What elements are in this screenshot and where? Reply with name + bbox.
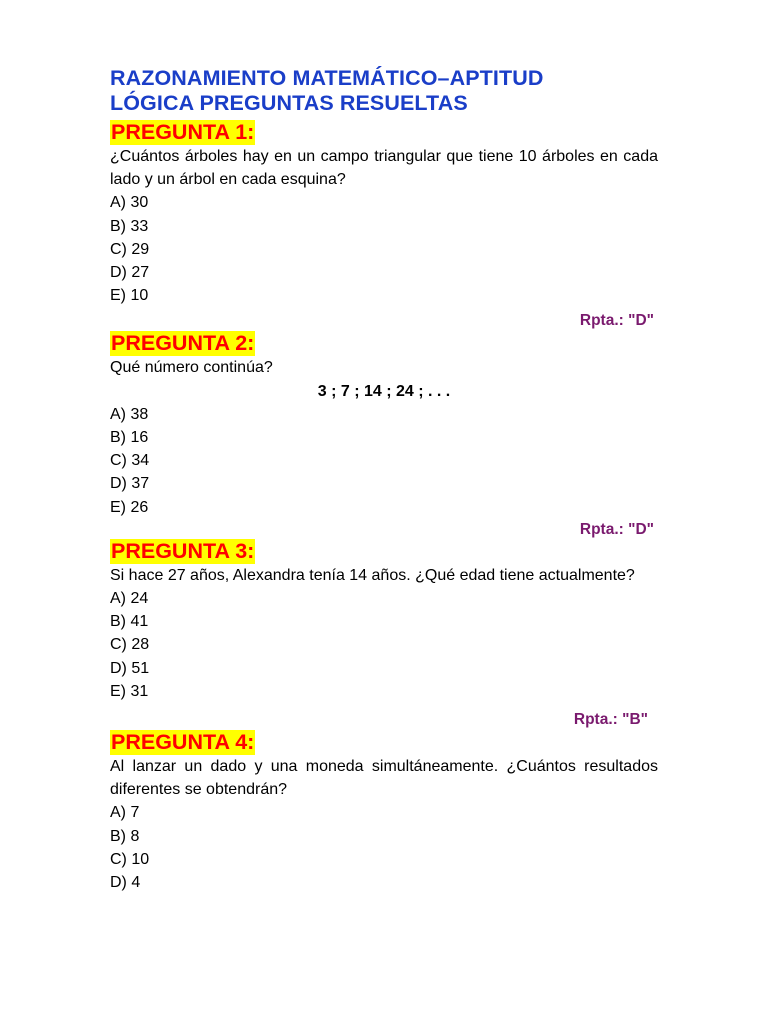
question-3 bbox=[110, 539, 658, 731]
question-4-text: Al lanzar un dado y una moneda simultáneamente. ¿Cuántos resultados diferentes se obtendrán? bbox=[110, 758, 658, 799]
option: C) 28 bbox=[110, 636, 150, 654]
title-line-2: LÓGICA PREGUNTAS RESUELTAS bbox=[110, 91, 468, 115]
question-2-answer: Rpta.: "D" bbox=[579, 520, 654, 538]
option: E) 26 bbox=[110, 498, 149, 516]
option: D) 27 bbox=[110, 264, 150, 282]
question-1 bbox=[110, 120, 658, 332]
question-1-options bbox=[110, 191, 658, 307]
question-3-heading: PREGUNTA 3: bbox=[111, 538, 255, 563]
question-2-heading: PREGUNTA 2: bbox=[111, 331, 255, 356]
option: C) 29 bbox=[110, 240, 150, 258]
question-2-sequence: 3 ; 7 ; 14 ; 24 ; . . . bbox=[317, 382, 451, 400]
question-2-options bbox=[110, 403, 658, 519]
document-page bbox=[110, 66, 658, 894]
question-1-heading: PREGUNTA 1: bbox=[111, 120, 255, 144]
option: A) 30 bbox=[110, 194, 149, 212]
option: A) 7 bbox=[110, 804, 140, 822]
question-3-text: Si hace 27 años, Alexandra tenía 14 años. ¿Qué edad tiene actualmente? bbox=[110, 566, 635, 584]
option: A) 24 bbox=[110, 590, 149, 608]
option: B) 33 bbox=[110, 217, 149, 235]
question-4 bbox=[110, 730, 658, 894]
option: D) 37 bbox=[110, 475, 150, 493]
option: B) 8 bbox=[110, 827, 140, 845]
option: E) 31 bbox=[110, 682, 149, 700]
question-1-text: ¿Cuántos árboles hay en un campo triangular que tiene 10 árboles en cada lado y un árbol en cada esquina? bbox=[110, 148, 658, 189]
question-4-heading: PREGUNTA 4: bbox=[111, 730, 255, 755]
option: E) 10 bbox=[110, 287, 149, 305]
option: D) 51 bbox=[110, 659, 150, 677]
option: A) 38 bbox=[110, 405, 149, 423]
question-3-options bbox=[110, 587, 658, 703]
question-2 bbox=[110, 331, 658, 540]
option: D) 4 bbox=[110, 874, 141, 892]
question-4-options bbox=[110, 801, 658, 894]
question-1-answer: Rpta.: "D" bbox=[579, 312, 654, 330]
question-3-answer: Rpta.: "B" bbox=[573, 711, 648, 729]
question-2-text: Qué número continúa? bbox=[110, 359, 273, 377]
option: C) 34 bbox=[110, 452, 150, 470]
option: B) 41 bbox=[110, 613, 149, 631]
option: C) 10 bbox=[110, 850, 150, 868]
title-line-1: RAZONAMIENTO MATEMÁTICO–APTITUD bbox=[110, 66, 544, 90]
option: B) 16 bbox=[110, 429, 149, 447]
document-title bbox=[110, 66, 658, 116]
